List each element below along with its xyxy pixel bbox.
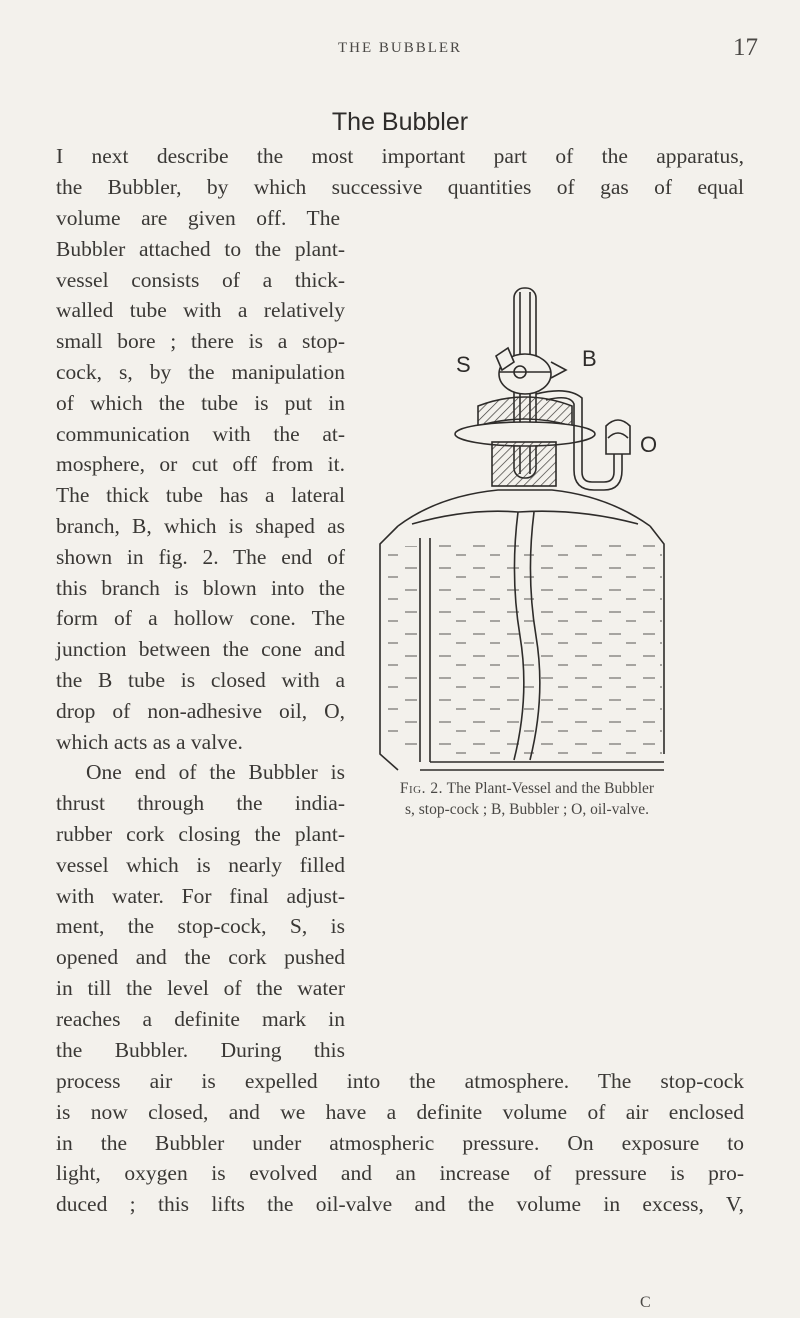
text-line: which acts as a valve. [56,729,243,754]
text-line: volume are given off. The [56,206,340,230]
figure-label-o: O [640,432,658,457]
text-line: mosphere, or cut off from it. [56,452,345,477]
caption-title-line [356,780,698,799]
text-line: in the Bubbler under atmospheric pressure. On exposure to [56,1130,744,1155]
text-line: rubber cork closing the plant- [56,822,345,846]
bubbler-diagram [368,276,668,776]
text-line: vessel consists of a thick- [56,267,345,292]
text-line: small bore ; there is a stop- [56,329,345,354]
text-line: I next describe the most important part of the apparatus, [56,144,744,168]
text-line: the B tube is closed with a [56,668,345,692]
running-head: THE BUBBLER [337,40,463,56]
text-line: opened and the cork pushed [56,945,345,970]
text-line: shown in fig. 2. The end of [56,544,345,569]
text-line: process air is expelled into the atmosphere. The stop-cock [56,1069,744,1093]
figure-label-b: B [582,346,597,371]
text-line: form of a hollow cone. The [56,606,345,631]
section-title: The Bubbler [331,108,469,136]
text-line: ment, the stop-cock, S, is [56,914,345,939]
text-line: light, oxygen is evolved and an increase of pressure is pro- [56,1161,744,1186]
text-line: the Bubbler. During this [56,1037,345,1062]
text-line: in till the level of the water [56,976,345,1000]
text-line: thrust through the india- [56,791,345,816]
text-line: walled tube with a relatively [56,298,345,323]
text-line: cock, s, by the manipulation [56,360,345,384]
text-line: with water. For final adjust- [56,883,345,908]
text-line: vessel which is nearly filled [56,852,345,877]
caption-key: s, stop-cock ; B, Bubbler ; O, oil-valve. [404,800,650,818]
text-line: drop of non-adhesive oil, O, [56,698,345,723]
text-line: reaches a definite mark in [56,1006,345,1031]
text-line: One end of the Bubbler is [86,760,345,785]
caption-fig-label: Fig. 2. [399,780,443,797]
text-line: Bubbler attached to the plant- [56,236,345,261]
text-line: junction between the cone and [56,637,345,662]
text-line: branch, B, which is shaped as [56,514,345,538]
figure-caption [356,780,698,819]
text-line: duced ; this lifts the oil-valve and the volume in excess, V, [56,1192,744,1217]
text-line: The thick tube has a lateral [56,483,345,508]
text-line: is now closed, and we have a definite volume of air enclosed [56,1099,744,1124]
text-line: of which the tube is put in [56,390,345,415]
signature-mark: C [640,1294,651,1311]
text-line: this branch is blown into the [56,575,345,600]
caption-title: The Plant-Vessel and the Bubbler [446,780,655,797]
page-number: 17 [733,34,758,61]
text-line: the Bubbler, by which successive quantities of gas of equal [56,174,744,199]
figure-plant-vessel [368,276,668,776]
figure-label-s: S [456,352,471,377]
text-line: communication with the at- [56,421,345,446]
